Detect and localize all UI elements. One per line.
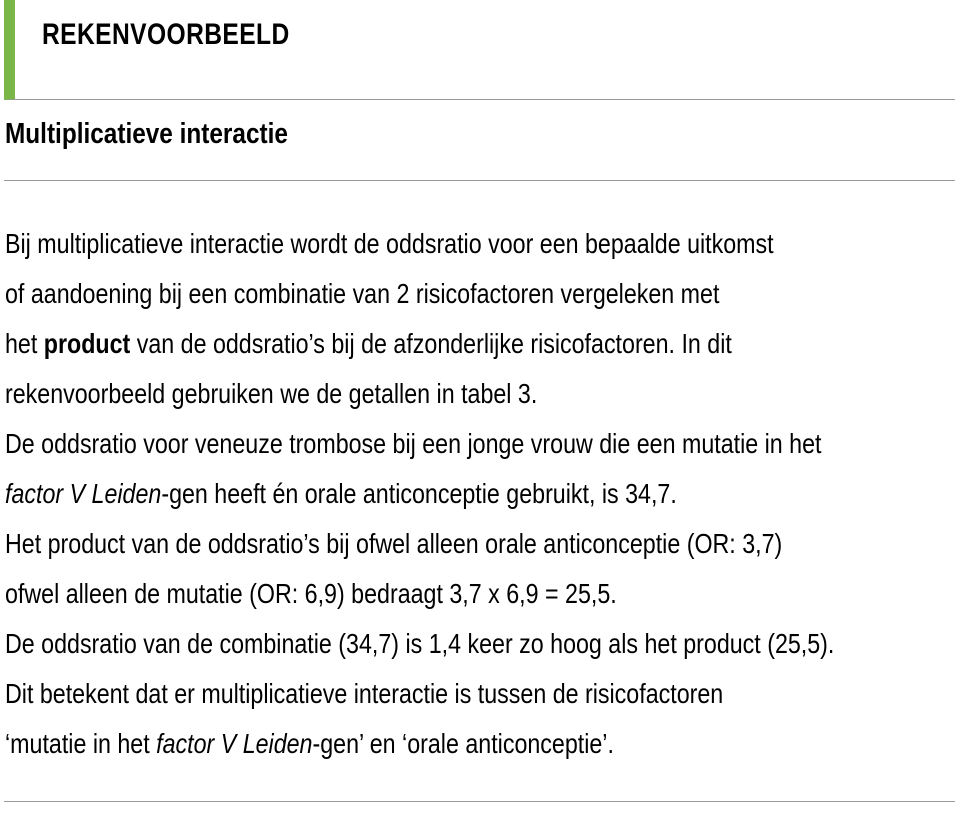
box-title: REKENVOORBEELD bbox=[42, 18, 290, 51]
bold-term: product bbox=[43, 328, 131, 359]
text-line bbox=[5, 469, 951, 519]
body-text bbox=[5, 219, 951, 769]
text-fragment: het bbox=[5, 328, 44, 359]
text-line bbox=[5, 719, 951, 769]
paragraph-3 bbox=[5, 519, 951, 619]
paragraph-2 bbox=[5, 419, 951, 519]
divider-top bbox=[4, 180, 955, 181]
divider-bottom bbox=[4, 801, 955, 802]
section-title: Multiplicatieve interactie bbox=[5, 118, 288, 150]
text-line: De oddsratio van de combinatie (34,7) is 1,4 keer zo hoog als het product (25,5). bbox=[5, 628, 835, 659]
text-line: De oddsratio voor veneuze trombose bij een jonge vrouw die een mutatie in het bbox=[5, 428, 822, 459]
text-line: rekenvoorbeeld gebruiken we de getallen in tabel 3. bbox=[5, 378, 538, 409]
text-line: Bij multiplicatieve interactie wordt de oddsratio voor een bepaalde uitkomst bbox=[5, 228, 774, 259]
text-line: Dit betekent dat er multiplicatieve interactie is tussen de risicofactoren bbox=[5, 678, 724, 709]
text-fragment: van de oddsratio’s bij de afzonderlijke risicofactoren. In dit bbox=[130, 328, 732, 359]
paragraph-1 bbox=[5, 219, 951, 419]
text-fragment: -gen heeft én orale anticonceptie gebruikt, is 34,7. bbox=[161, 478, 677, 509]
text-fragment: -gen’ en ‘orale anticonceptie’. bbox=[312, 728, 614, 759]
text-line: of aandoening bij een combinatie van 2 risicofactoren vergeleken met bbox=[5, 278, 720, 309]
text-fragment: ‘mutatie in het bbox=[5, 728, 157, 759]
italic-term: factor V Leiden bbox=[156, 728, 313, 759]
paragraph-4 bbox=[5, 619, 951, 769]
example-box-header bbox=[4, 0, 955, 100]
text-line: Het product van de oddsratio’s bij ofwel alleen orale anticonceptie (OR: 3,7) bbox=[5, 528, 783, 559]
text-line bbox=[5, 319, 951, 369]
text-line: ofwel alleen de mutatie (OR: 6,9) bedraagt 3,7 x 6,9 = 25,5. bbox=[5, 578, 617, 609]
italic-term: factor V Leiden bbox=[5, 478, 162, 509]
